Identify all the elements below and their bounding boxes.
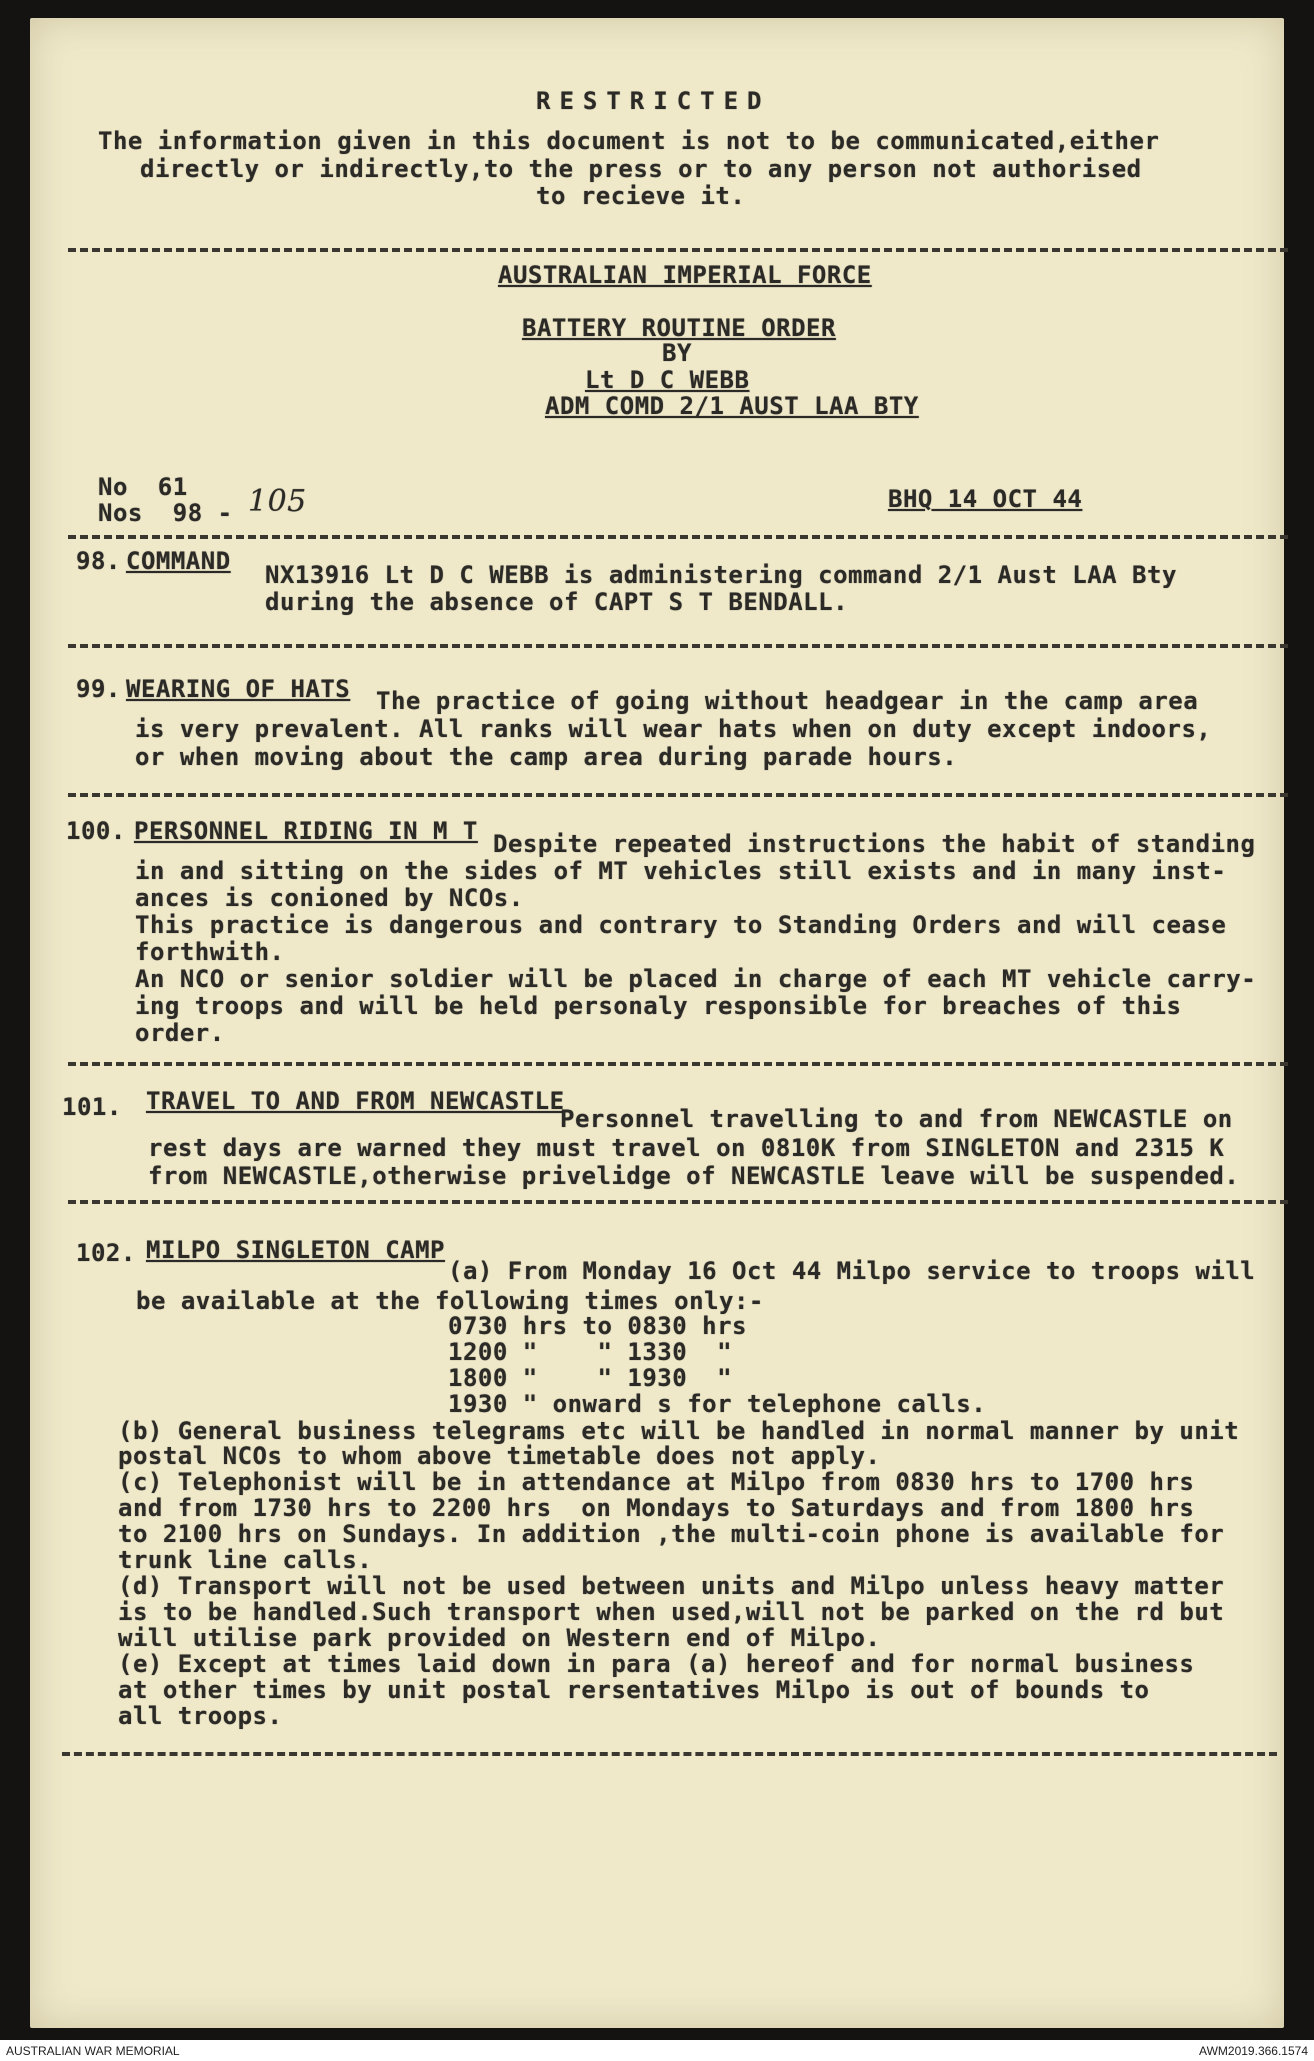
divider	[68, 1062, 1288, 1066]
order-100-line-8: order.	[135, 1019, 225, 1047]
order-102-time-3: 1800 " " 1930 "	[448, 1364, 733, 1392]
divider	[62, 1752, 1277, 1756]
order-100-number: 100.	[66, 817, 126, 845]
order-101-line-2: rest days are warned they must travel on 0810K from SINGLETON and 2315 K	[148, 1134, 1225, 1162]
order-100-line-5: forthwith.	[135, 938, 285, 966]
notice-line-1: The information given in this document is not to be communicated,either	[98, 127, 1160, 155]
order-102-line-2: be available at the following times only:-	[136, 1287, 764, 1315]
notice-line-3: to recieve it.	[536, 182, 746, 210]
order-102-time-4: 1930 " onward s for telephone calls.	[448, 1390, 987, 1418]
order-102-line-b2: postal NCOs to whom above timetable does not apply.	[118, 1442, 881, 1470]
order-number: No 61	[98, 473, 188, 501]
title-line-1: AUSTRALIAN IMPERIAL FORCE	[498, 261, 872, 289]
divider	[68, 1200, 1288, 1204]
bhq-date: BHQ 14 OCT 44	[888, 485, 1083, 513]
order-102-line-e3: all troops.	[118, 1702, 283, 1730]
order-102-line-e1: (e) Except at times laid down in para (a) hereof and for normal business	[118, 1650, 1195, 1678]
order-102-time-2: 1200 " " 1330 "	[448, 1338, 733, 1366]
order-99-line-1: The practice of going without headgear in the camp area	[376, 687, 1199, 715]
order-102-line-e2: at other times by unit postal rersentatives Milpo is out of bounds to	[118, 1676, 1150, 1704]
order-102-line-1: (a) From Monday 16 Oct 44 Milpo service to troops will	[448, 1257, 1256, 1285]
divider	[68, 793, 1288, 797]
order-102-line-c4: trunk line calls.	[118, 1546, 373, 1574]
order-99-number: 99.	[76, 675, 121, 703]
order-101-line-1: Personnel travelling to and from NEWCASTLE on	[560, 1105, 1233, 1133]
order-102-line-c2: and from 1730 hrs to 2200 hrs on Mondays to Saturdays and from 1800 hrs	[118, 1494, 1195, 1522]
order-99-line-2: is very prevalent. All ranks will wear hats when on duty except indoors,	[135, 715, 1212, 743]
order-range: Nos 98 -	[98, 499, 233, 527]
divider	[68, 644, 1288, 648]
order-100-heading: PERSONNEL RIDING IN M T	[134, 817, 478, 845]
order-98-line-2: during the absence of CAPT S T BENDALL.	[265, 588, 849, 616]
order-102-line-d1: (d) Transport will not be used between units and Milpo unless heavy matter	[118, 1572, 1225, 1600]
title-line-2: BATTERY ROUTINE ORDER	[522, 314, 836, 342]
order-102-line-c1: (c) Telephonist will be in attendance at Milpo from 0830 hrs to 1700 hrs	[118, 1468, 1195, 1496]
divider	[68, 535, 1288, 539]
order-99-line-3: or when moving about the camp area during parade hours.	[135, 743, 958, 771]
order-102-number: 102.	[76, 1239, 136, 1267]
archive-name: AUSTRALIAN WAR MEMORIAL	[6, 2044, 180, 2058]
archive-footer	[0, 2040, 1314, 2061]
divider	[68, 248, 1288, 252]
order-102-time-1: 0730 hrs to 0830 hrs	[448, 1312, 747, 1340]
order-98-line-1: NX13916 Lt D C WEBB is administering command 2/1 Aust LAA Bty	[265, 561, 1177, 589]
order-102-line-c3: to 2100 hrs on Sundays. In addition ,the multi-coin phone is available for	[118, 1520, 1225, 1548]
title-line-5: ADM COMD 2/1 AUST LAA BTY	[545, 392, 919, 420]
order-102-line-d2: is to be handled.Such transport when used,will not be parked on the rd but	[118, 1598, 1225, 1626]
order-100-line-6: An NCO or senior soldier will be placed in charge of each MT vehicle carry-	[135, 965, 1257, 993]
archive-reference: AWM2019.366.1574	[1199, 2044, 1308, 2058]
order-98-number: 98.	[76, 547, 121, 575]
order-101-line-3: from NEWCASTLE,otherwise privelidge of NEWCASTLE leave will be suspended.	[148, 1162, 1240, 1190]
order-100-line-7: ing troops and will be held personaly responsible for breaches of this	[135, 992, 1182, 1020]
order-101-heading: TRAVEL TO AND FROM NEWCASTLE	[146, 1087, 565, 1115]
order-100-line-4: This practice is dangerous and contrary to Standing Orders and will cease	[135, 911, 1227, 939]
title-line-4: Lt D C WEBB	[585, 366, 750, 394]
order-99-heading: WEARING OF HATS	[126, 675, 351, 703]
order-100-line-1: Despite repeated instructions the habit of standing	[493, 830, 1256, 858]
order-102-heading: MILPO SINGLETON CAMP	[146, 1236, 445, 1264]
order-98-heading: COMMAND	[126, 547, 231, 575]
notice-line-2: directly or indirectly,to the press or to any person not authorised	[140, 155, 1142, 183]
order-101-number: 101.	[62, 1093, 122, 1121]
order-102-line-b1: (b) General business telegrams etc will be handled in normal manner by unit	[118, 1417, 1240, 1445]
order-range-handwritten: 105	[248, 484, 307, 519]
order-102-line-d3: will utilise park provided on Western end of Milpo.	[118, 1624, 881, 1652]
order-100-line-3: ances is conioned by NCOs.	[135, 884, 524, 912]
order-100-line-2: in and sitting on the sides of MT vehicles still exists and in many inst-	[135, 857, 1227, 885]
restricted-heading: RESTRICTED	[536, 87, 771, 115]
title-line-3: BY	[662, 339, 692, 367]
